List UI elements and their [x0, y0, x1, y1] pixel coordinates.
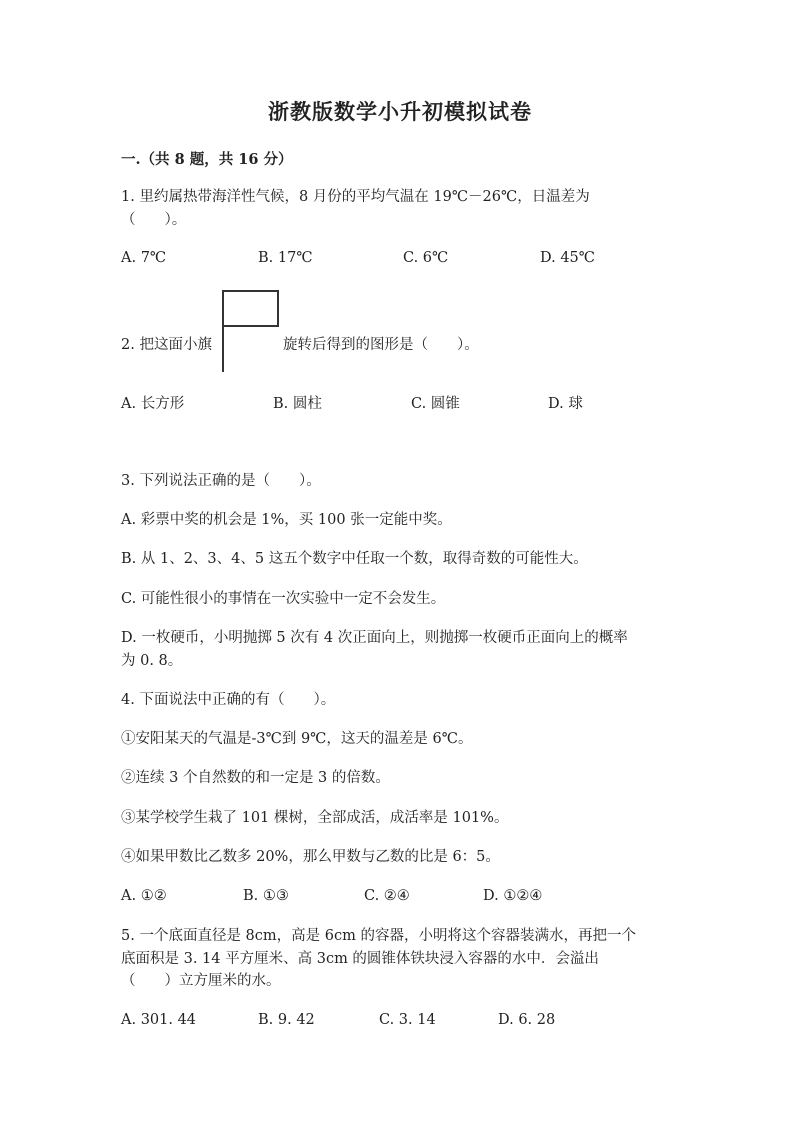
q4-option-b: B. ①③ [243, 888, 289, 904]
q1-option-a: A. 7℃ [121, 250, 167, 266]
q3-stem: 3. 下列说法正确的是（ ）。 [121, 473, 321, 489]
q3-option-a: A. 彩票中奖的机会是 1%，买 100 张一定能中奖。 [121, 512, 452, 528]
q1-option-c: C. 6℃ [403, 250, 449, 266]
q5-stem-line1: 5. 一个底面直径是 8cm，高是 6cm 的容器，小明将这个容器装满水，再把一个 [121, 928, 636, 944]
q2-option-c: C. 圆锥 [411, 396, 460, 412]
q2-option-d: D. 球 [548, 396, 583, 412]
q3-option-d-line2: 为 0. 8。 [121, 653, 183, 669]
q4-option-d: D. ①②④ [483, 888, 543, 904]
flag-figure [220, 290, 282, 374]
q3-option-d-line1: D. 一枚硬币，小明抛掷 5 次有 4 次正面向上，则抛掷一枚硬币正面向上的概率 [121, 630, 628, 646]
q1-option-d: D. 45℃ [540, 250, 595, 266]
q3-option-b: B. 从 1、2、3、4、5 这五个数字中任取一个数，取得奇数的可能性大。 [121, 551, 588, 567]
q1-stem-line1: 1. 里约属热带海洋性气候，8 月份的平均气温在 19℃－26℃，日温差为 [121, 189, 590, 205]
q1-option-b: B. 17℃ [258, 250, 313, 266]
q5-stem-line2: 底面积是 3. 14 平方厘米、高 3cm 的圆锥体铁块浸入容器的水中．会溢出 [121, 951, 599, 967]
page-title: 浙教版数学小升初模拟试卷 [268, 99, 532, 124]
q4-statement-2: ②连续 3 个自然数的和一定是 3 的倍数。 [121, 770, 390, 786]
q2-stem-after: 旋转后得到的图形是（ ）。 [283, 337, 479, 353]
q1-stem-line2: （ ）。 [121, 212, 187, 228]
q2-option-a: A. 长方形 [121, 396, 185, 412]
q3-option-c: C. 可能性很小的事情在一次实验中一定不会发生。 [121, 591, 446, 607]
q2-stem-before: 2. 把这面小旗 [121, 337, 212, 353]
flag-cloth [223, 291, 278, 326]
q4-statement-4: ④如果甲数比乙数多 20%，那么甲数与乙数的比是 6：5。 [121, 849, 500, 865]
q5-option-b: B. 9. 42 [258, 1012, 315, 1028]
q4-stem: 4. 下面说法中正确的有（ ）。 [121, 692, 336, 708]
q4-statement-3: ③某学校学生栽了 101 棵树，全部成活，成活率是 101%。 [121, 810, 509, 826]
q5-option-a: A. 301. 44 [121, 1012, 197, 1028]
q2-option-b: B. 圆柱 [273, 396, 322, 412]
q4-option-c: C. ②④ [364, 888, 410, 904]
section-heading: 一.（共 8 题，共 16 分） [121, 151, 293, 168]
q4-option-a: A. ①② [121, 888, 167, 904]
q5-option-c: C. 3. 14 [379, 1012, 436, 1028]
q5-option-d: D. 6. 28 [498, 1012, 556, 1028]
q5-stem-line3: （ ）立方厘米的水。 [121, 973, 281, 989]
q4-statement-1: ①安阳某天的气温是-3℃到 9℃，这天的温差是 6℃。 [121, 731, 473, 747]
